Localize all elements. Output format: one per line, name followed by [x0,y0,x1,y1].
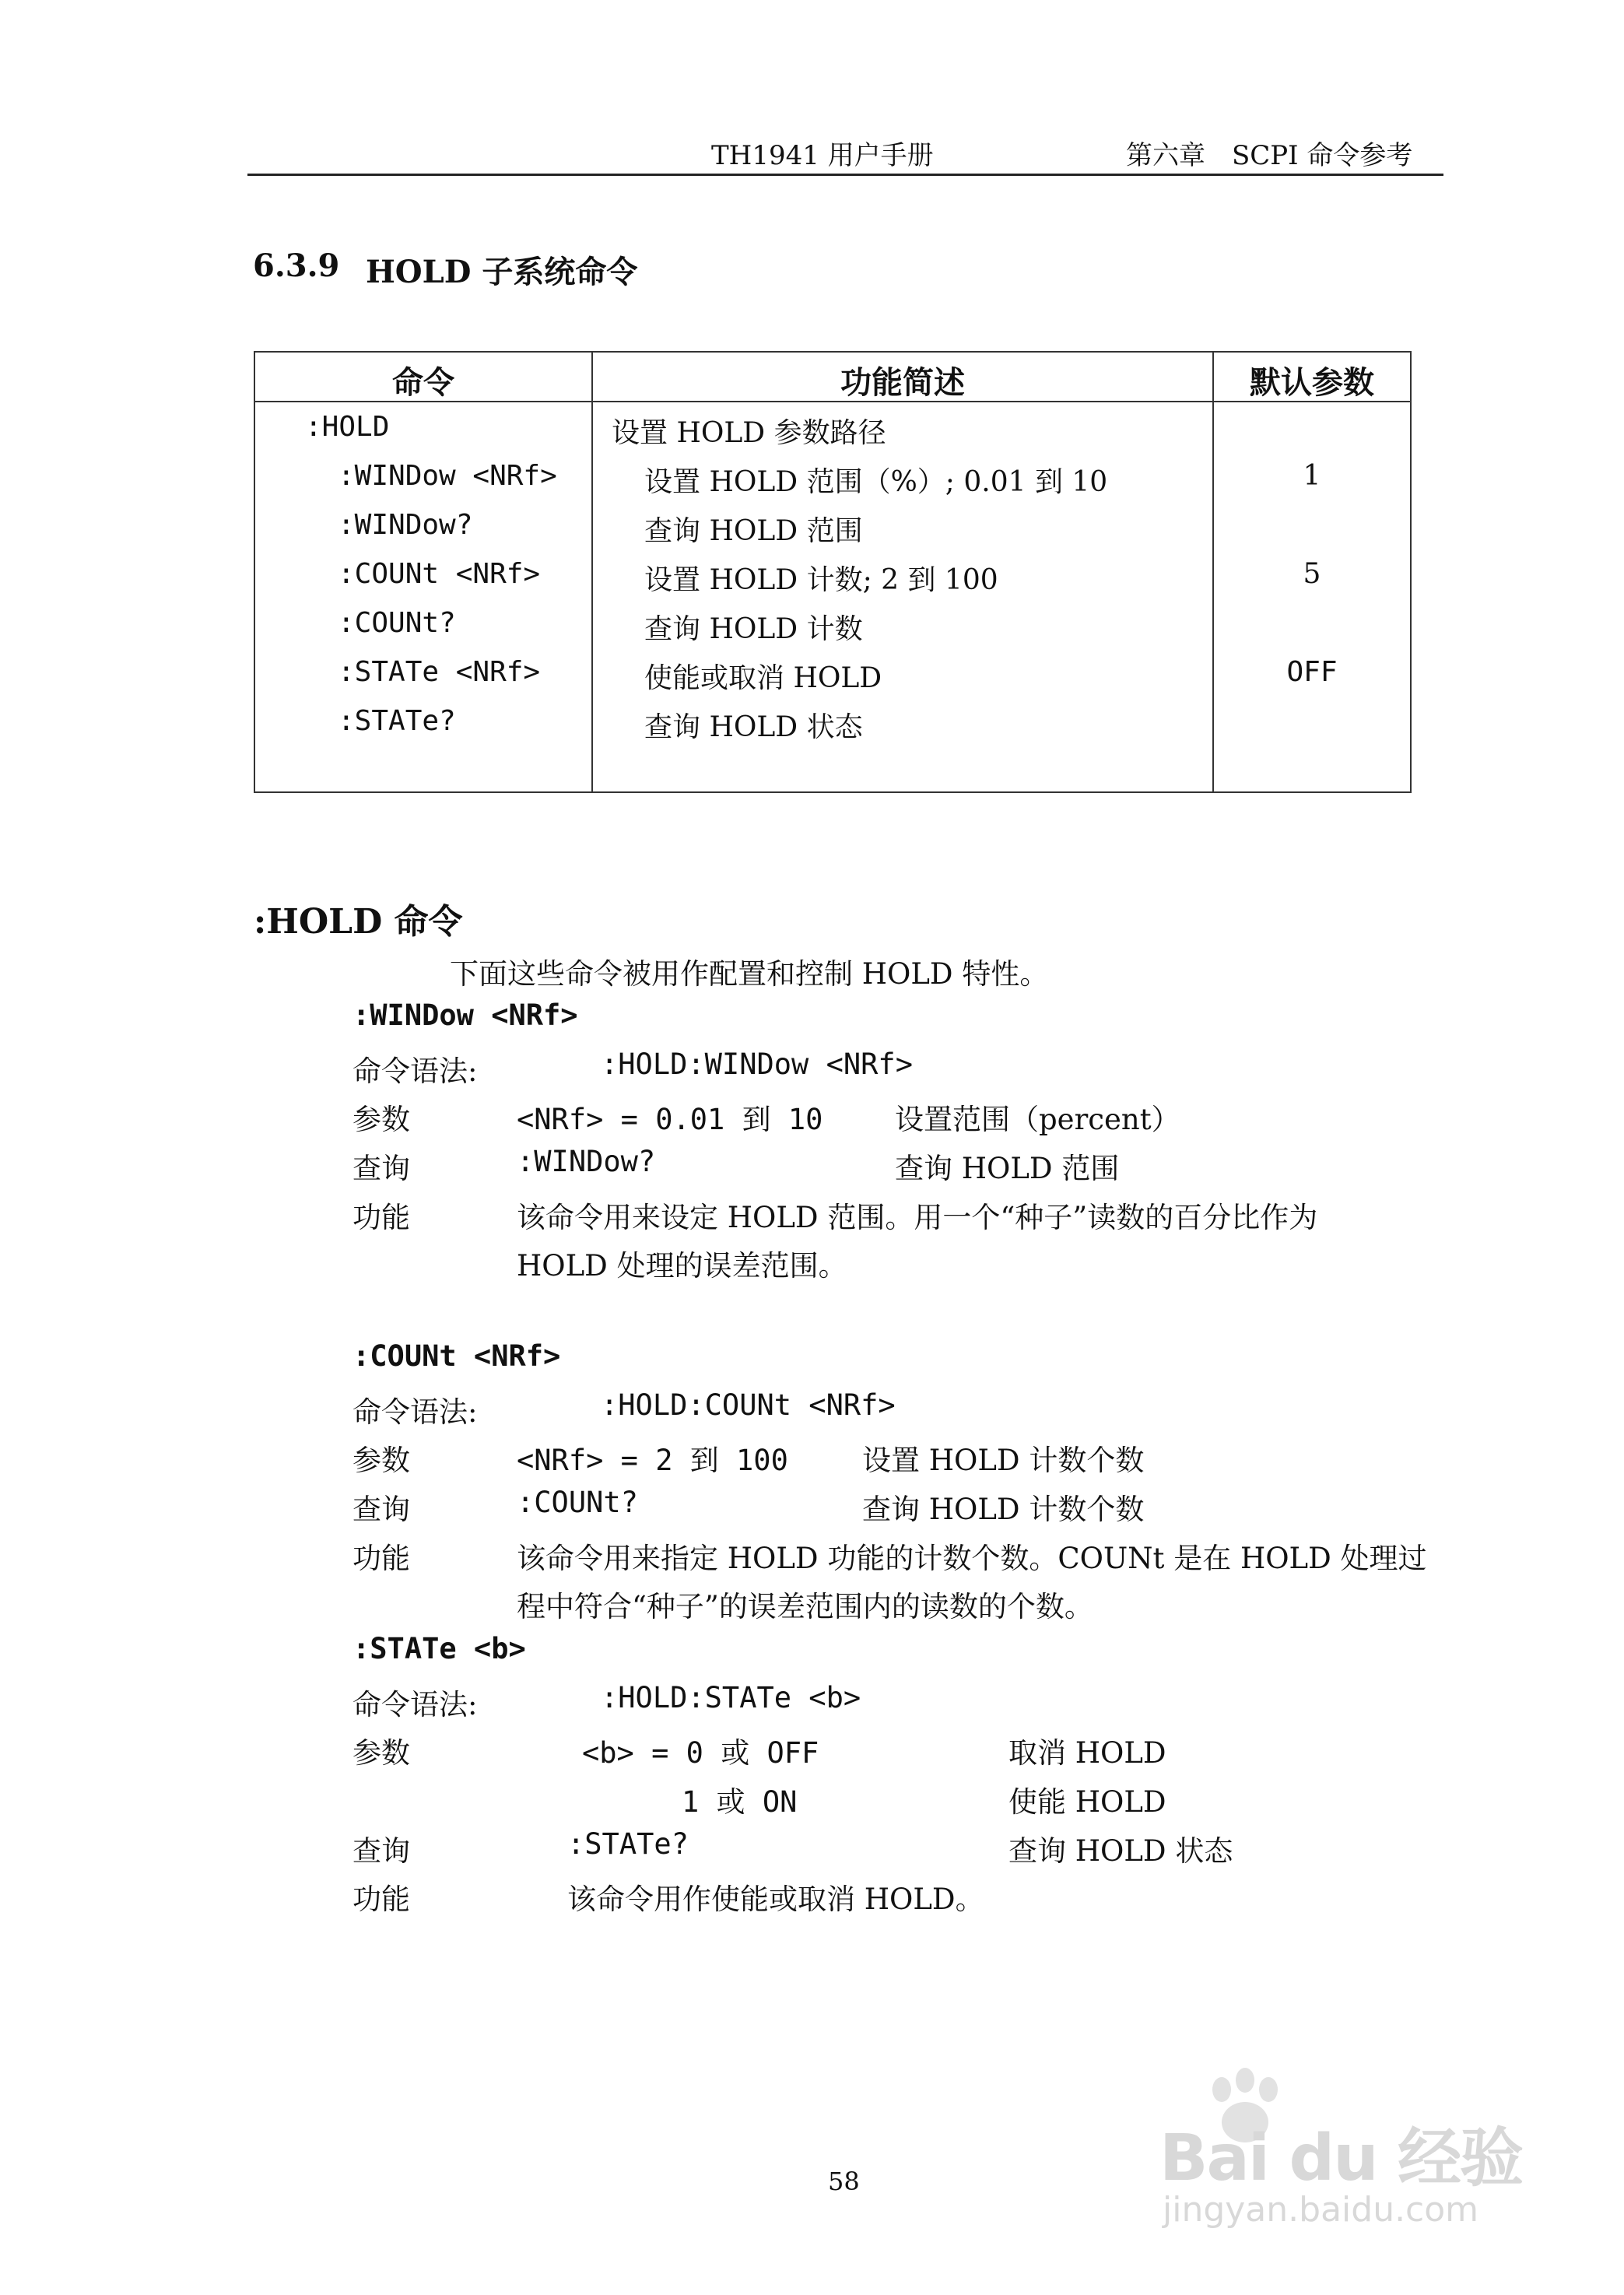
count-syntax-label: 命令语法: [353,1395,478,1429]
hold-section-title: :HOLD 命令 [254,902,463,942]
table-cell-description: 设置 HOLD 参数路径 [612,417,886,449]
table-cell-command: :WINDow <NRf> [338,460,557,492]
table-border-bottom [254,791,1412,793]
header-rule [247,174,1443,176]
state-param-on: 1 或 ON [682,1785,798,1819]
hold-intro: 下面这些命令被用作配置和控制 HOLD 特性。 [450,957,1049,991]
window-param-label: 参数 [353,1103,410,1136]
table-border-right [1410,351,1412,793]
table-cell-description: 查询 HOLD 计数 [644,613,863,645]
watermark-url: jingyan.baidu.com [1163,2190,1479,2230]
window-func-label: 功能 [353,1201,410,1234]
section-title: HOLD 子系统命令 [366,254,638,290]
count-syntax: :HOLD:COUNt <NRf> [601,1388,896,1422]
count-query-desc: 查询 HOLD 计数个数 [862,1493,1145,1526]
table-cell-description: 查询 HOLD 状态 [644,711,863,743]
window-param: <NRf> = 0.01 到 10 [517,1103,823,1136]
state-func-label: 功能 [353,1883,410,1916]
table-cell-default: 1 [1303,460,1321,492]
count-func-label: 功能 [353,1542,410,1575]
table-cell-default: OFF [1286,656,1338,688]
count-title: :COUNt <NRf> [353,1339,561,1373]
window-title: :WINDow <NRf> [353,998,578,1032]
table-cell-description: 设置 HOLD 范围（%）; 0.01 到 10 [644,466,1108,498]
state-param-label: 参数 [353,1736,410,1770]
state-param-on-desc: 使能 HOLD [1008,1785,1166,1819]
count-query: :COUNt? [517,1486,638,1519]
state-param-off: <b> = 0 或 OFF [582,1736,819,1770]
window-syntax: :HOLD:WINDow <NRf> [601,1047,913,1081]
table-header-description: 功能简述 [840,364,965,401]
count-param: <NRf> = 2 到 100 [517,1444,788,1477]
state-query: :STATe? [567,1827,689,1861]
state-func: 该命令用作使能或取消 HOLD。 [567,1883,984,1916]
table-cell-description: 设置 HOLD 计数; 2 到 100 [644,564,998,596]
table-cell-default: 5 [1303,558,1321,590]
table-cell-command: :COUNt? [338,607,456,639]
header-manual-title: TH1941 用户手册 [711,140,934,171]
state-title: :STATe <b> [353,1632,526,1665]
table-cell-description: 使能或取消 HOLD [644,662,882,694]
count-param-desc: 设置 HOLD 计数个数 [862,1444,1145,1477]
window-query: :WINDow? [517,1145,656,1178]
state-syntax: :HOLD:STATe <b> [601,1681,861,1714]
window-func-line2: HOLD 处理的误差范围。 [517,1249,847,1283]
table-col-divider-1 [591,351,593,793]
window-query-label: 查询 [353,1152,410,1185]
window-query-desc: 查询 HOLD 范围 [895,1152,1120,1185]
section-number: 6.3.9 [253,247,340,284]
watermark-brand: Bai du 经验 [1159,2121,1523,2195]
window-param-desc: 设置范围（percent） [895,1103,1180,1136]
count-func-line1: 该命令用来指定 HOLD 功能的计数个数。COUNt 是在 HOLD 处理过 [517,1542,1427,1575]
state-query-desc: 查询 HOLD 状态 [1008,1834,1233,1868]
page-number: 58 [828,2167,860,2196]
table-cell-command: :STATe <NRf> [338,656,541,688]
table-cell-command: :COUNt <NRf> [338,558,541,590]
table-header-command: 命令 [392,364,454,401]
header-chapter-title: 第六章 SCPI 命令参考 [1126,140,1413,171]
count-param-label: 参数 [353,1444,410,1477]
state-query-label: 查询 [353,1834,410,1868]
table-cell-description: 查询 HOLD 范围 [644,515,863,547]
state-syntax-label: 命令语法: [353,1688,478,1721]
table-cell-command: :HOLD [305,411,390,443]
state-param-off-desc: 取消 HOLD [1008,1736,1166,1770]
table-header-default: 默认参数 [1250,364,1374,401]
window-syntax-label: 命令语法: [353,1055,478,1088]
count-func-line2: 程中符合“种子”的误差范围内的读数的个数。 [517,1590,1093,1623]
count-query-label: 查询 [353,1493,410,1526]
table-cell-command: :STATe? [338,705,456,737]
table-border-top [254,351,1412,353]
window-func-line1: 该命令用来设定 HOLD 范围。用一个“种子”读数的百分比作为 [517,1201,1318,1234]
table-border-left [254,351,255,793]
table-cell-command: :WINDow? [338,509,473,541]
